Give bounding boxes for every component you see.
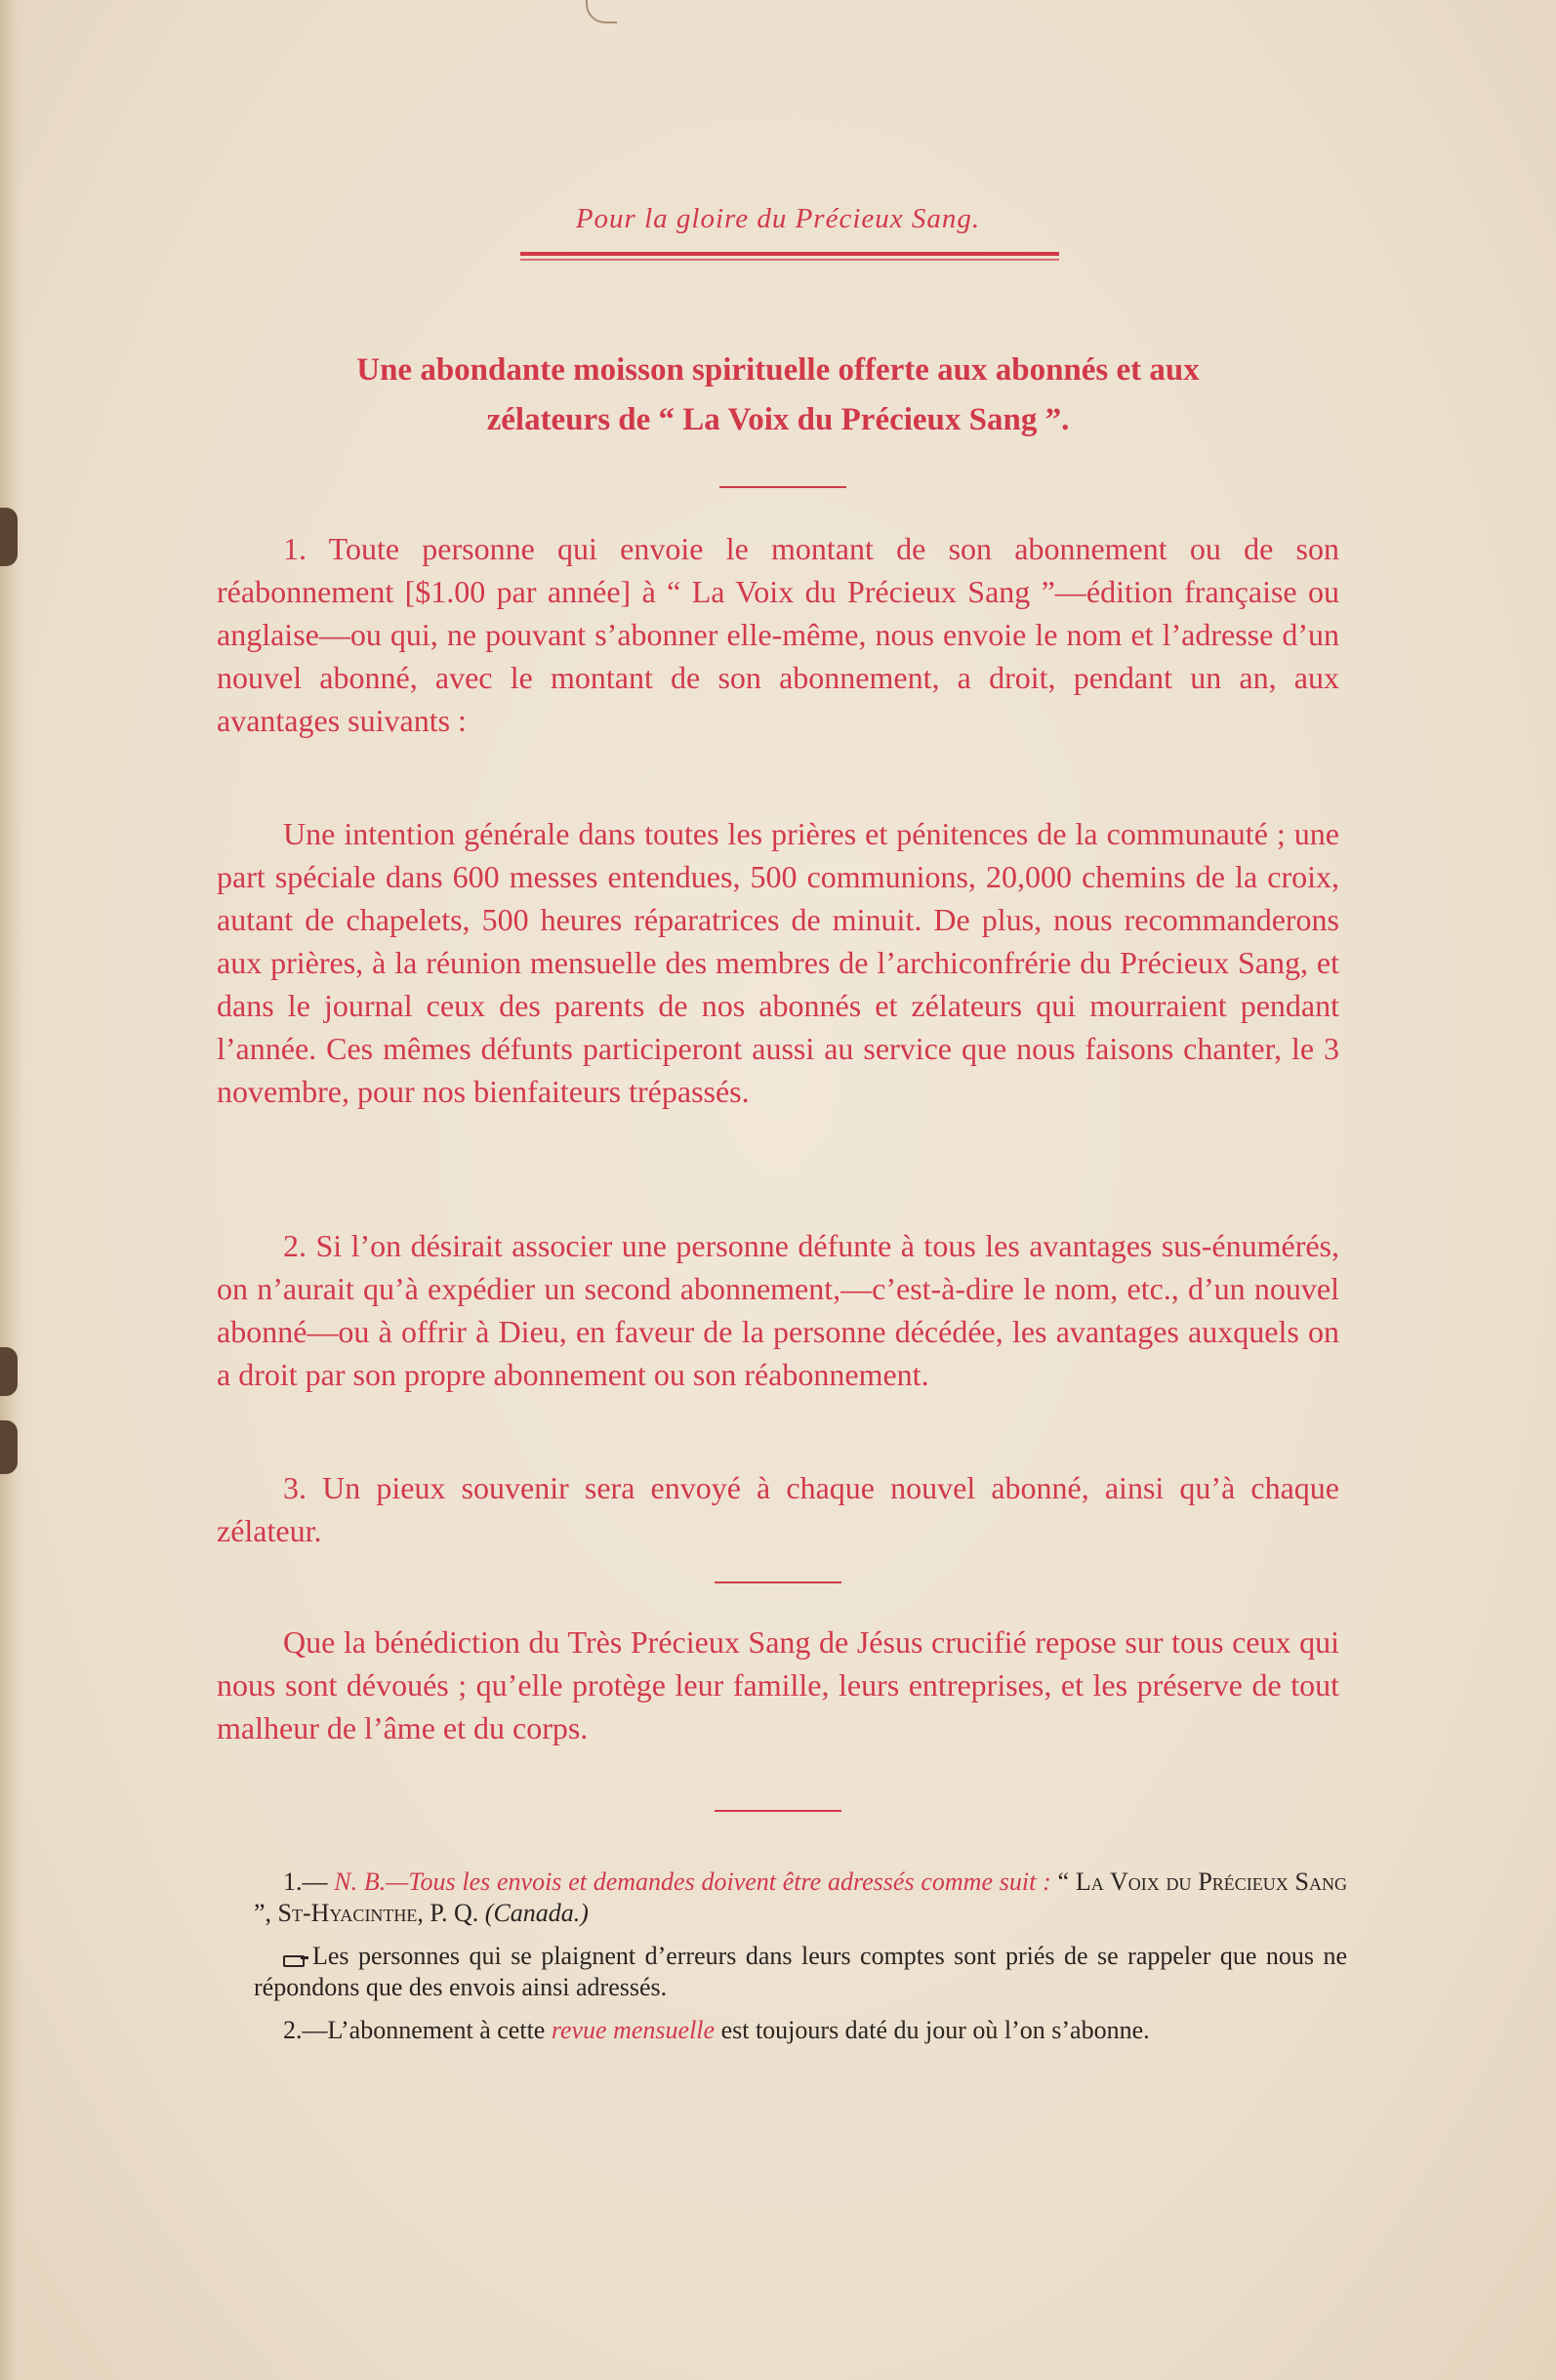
footnote-1 xyxy=(254,1867,1347,1929)
paragraph-benefits: Une intention générale dans toutes les prières et pénitences de la communauté ; une part spéciale dans 600 messes entendues, 500 communions, 20,000 chemins de la croix, autant de chapelets, 500 heures réparatrices de minuit. De plus, nous recommanderons aux prières, à la réunion mensuelle des membres de l’archiconfrérie du Précieux Sang, et dans le journal ceux des parents de nos abonnés et zélateurs qui mourraient pendant l’année. Ces mêmes défunts participeront aussi au service que nous faisons chanter, le 3 novembre, pour nos bienfaiteurs trépassés. xyxy=(217,816,1339,1109)
footnote-2-prefix: 2.—L’abonnement à cette xyxy=(283,2016,546,2044)
footnote-2-italic: revue mensuelle xyxy=(551,2016,716,2044)
binding-hole xyxy=(0,1420,18,1474)
footnote-1-address: “ La Voix du Précieux Sang ”, St-Hyacinthe, P. Q. xyxy=(254,1867,1348,1927)
header-rule-thin xyxy=(520,259,1059,261)
footnote-2 xyxy=(254,2015,1347,2046)
paragraph-1: 1. Toute personne qui envoie le montant de son abonnement ou de son réabonnement [$1.00 par année] à “ La Voix du Précieux Sang ”—édition française ou anglaise—ou qui, ne pouvant s’abonner elle-même, nous envoie le nom et l’adresse d’un nouvel abonné, avec le montant de son abonnement, a droit, pendant un an, aux avantages suivants : xyxy=(217,531,1339,738)
paragraph-2: 2. Si l’on désirait associer une personne défunte à tous les avantages sus-énumérés, on n’aurait qu’à expédier un second abonnement,—c’est-à-dire le nom, etc., d’un nouvel abonné—ou à offrir à Dieu, en faveur de la personne décédée, les avantages auxquels on a droit par son propre abonnement ou son réabonnement. xyxy=(217,1228,1339,1392)
footnote-2-suffix: est toujours daté du jour où l’on s’abonne. xyxy=(720,2016,1150,2044)
blessing-paragraph: Que la bénédiction du Très Précieux Sang de Jésus crucifié repose sur tous ceux qui nous sont dévoués ; qu’elle protège leur famille, leurs entreprises, et les préserve de tout malheur de l’âme et du corps. xyxy=(217,1624,1339,1745)
footnote-1-number: 1.— xyxy=(283,1867,328,1896)
binding-hole xyxy=(0,508,18,566)
separator-rule xyxy=(715,1810,841,1812)
separator-rule xyxy=(715,1581,841,1583)
binding-edge xyxy=(0,0,25,2380)
pointing-hand-icon xyxy=(283,1950,308,1966)
paragraph-3: 3. Un pieux souvenir sera envoyé à chaque nouvel abonné, ainsi qu’à chaque zélateur. xyxy=(217,1470,1339,1548)
header-rule xyxy=(520,252,1059,256)
footnote-hand-text: Les personnes qui se plaignent d’erreurs dans leurs comptes sont priés de se rappeler que nous ne répondons que des envois ainsi adressés. xyxy=(254,1942,1347,2001)
footnote-hand xyxy=(254,1941,1347,2003)
footnotes xyxy=(254,1867,1347,2058)
separator-rule xyxy=(719,486,846,488)
binding-hole xyxy=(0,1347,18,1396)
page-tear-mark xyxy=(586,0,617,23)
footnote-1-country: (Canada.) xyxy=(484,1899,589,1927)
running-title: Pour la gloire du Précieux Sang. xyxy=(575,203,981,234)
title-line-2: zélateurs de “ La Voix du Précieux Sang ”. xyxy=(486,402,1070,437)
page-title xyxy=(225,346,1331,445)
footnote-1-instruction: N. B.—Tous les envois et demandes doivent être adressés comme suit : xyxy=(334,1867,1051,1896)
title-line-1: Une abondante moisson spirituelle offerte aux abonnés et aux xyxy=(356,352,1200,388)
